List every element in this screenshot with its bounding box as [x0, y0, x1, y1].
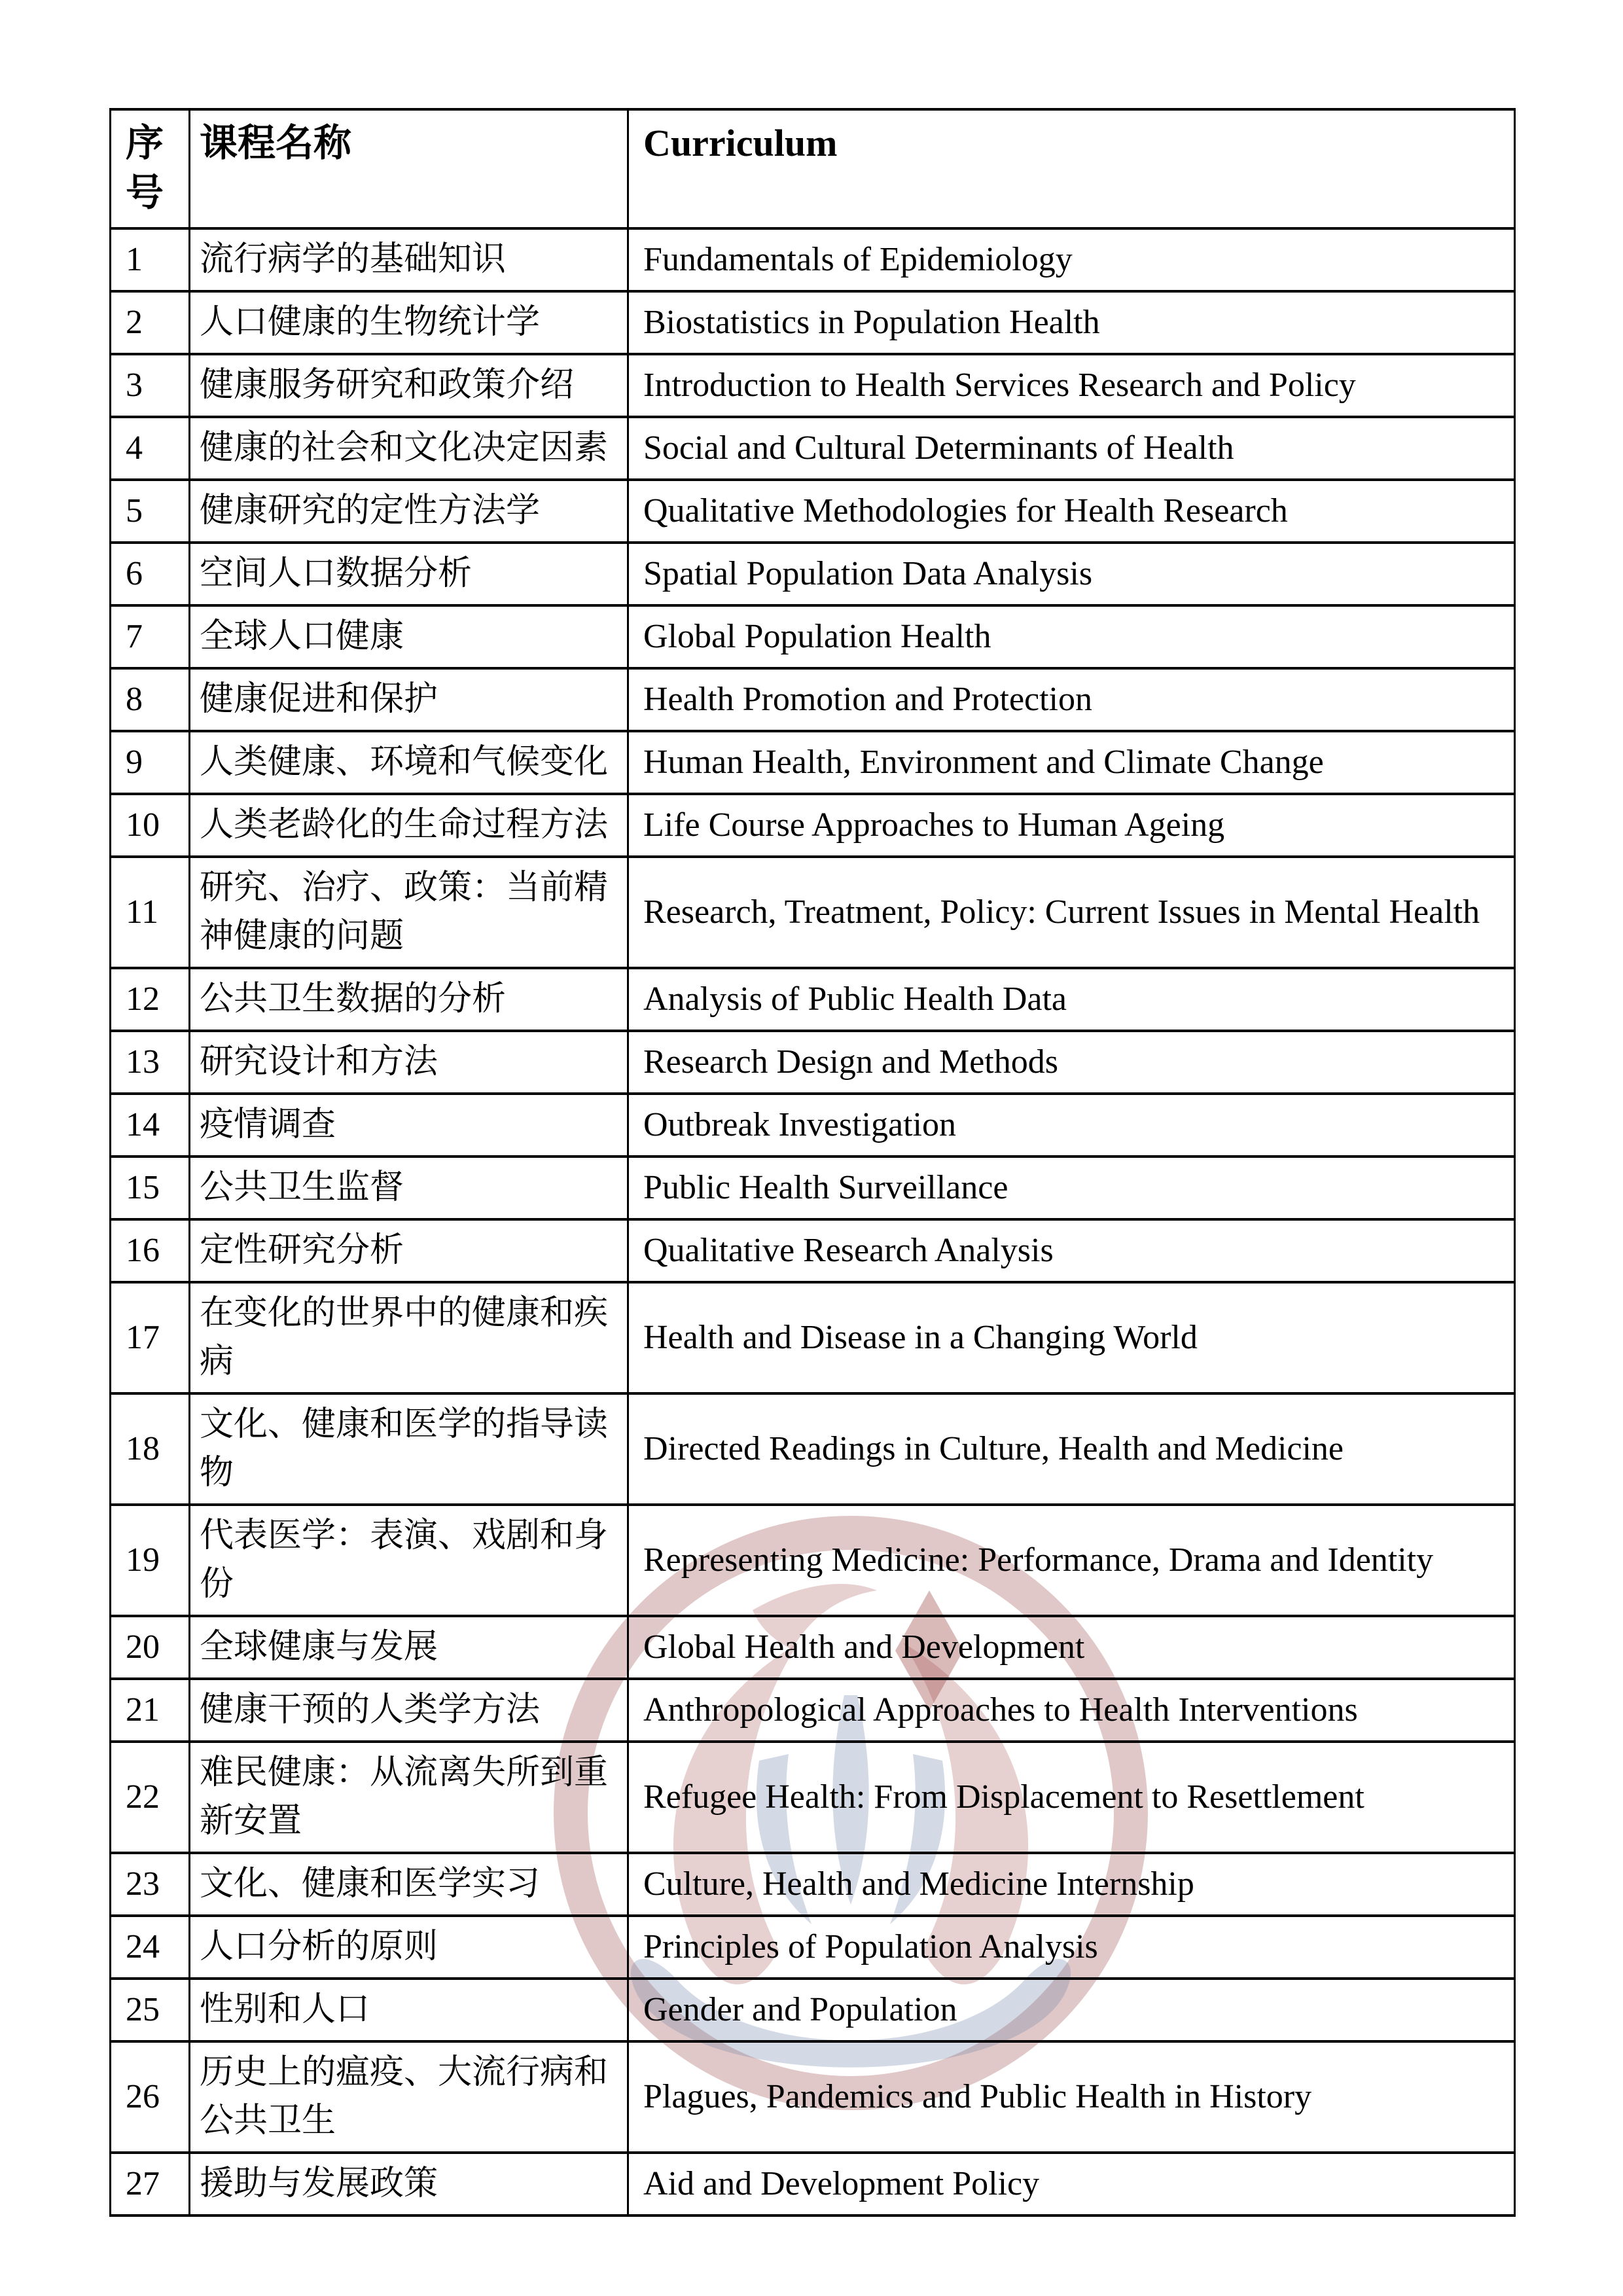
row-number-cell: 22	[111, 1742, 190, 1853]
course-name-en-cell: Culture, Health and Medicine Internship	[628, 1853, 1515, 1916]
row-number-cell: 10	[111, 794, 190, 857]
table-row	[111, 668, 1515, 731]
row-number-cell: 3	[111, 354, 190, 417]
table-row	[111, 1393, 1515, 1505]
course-name-cn-cell: 研究、治疗、政策：当前精神健康的问题	[190, 857, 628, 968]
row-number-cell: 5	[111, 480, 190, 543]
course-name-cn-cell: 空间人口数据分析	[190, 543, 628, 605]
course-name-en-cell: Social and Cultural Determinants of Health	[628, 417, 1515, 480]
row-number-cell: 14	[111, 1094, 190, 1157]
row-number-cell: 11	[111, 857, 190, 968]
course-name-en-cell: Directed Readings in Culture, Health and Medicine	[628, 1393, 1515, 1505]
table-row	[111, 857, 1515, 968]
table-row	[111, 1505, 1515, 1616]
course-name-en-cell: Refugee Health: From Displacement to Resettlement	[628, 1742, 1515, 1853]
header-row	[111, 109, 1515, 228]
course-name-en-cell: Spatial Population Data Analysis	[628, 543, 1515, 605]
course-name-cn-cell: 健康研究的定性方法学	[190, 480, 628, 543]
row-number-cell: 6	[111, 543, 190, 605]
course-name-en-cell: Introduction to Health Services Research and Policy	[628, 354, 1515, 417]
course-name-en-cell: Human Health, Environment and Climate Change	[628, 731, 1515, 794]
curriculum-table-header	[111, 109, 1515, 228]
header-cell-curriculum-en: Curriculum	[628, 109, 1515, 228]
course-name-en-cell: Health Promotion and Protection	[628, 668, 1515, 731]
table-row	[111, 731, 1515, 794]
course-name-en-cell: Outbreak Investigation	[628, 1094, 1515, 1157]
header-cell-course-name-cn: 课程名称	[190, 109, 628, 228]
course-name-cn-cell: 公共卫生监督	[190, 1157, 628, 1219]
table-row	[111, 794, 1515, 857]
course-name-en-cell: Health and Disease in a Changing World	[628, 1282, 1515, 1393]
course-name-cn-cell: 健康服务研究和政策介绍	[190, 354, 628, 417]
table-row	[111, 1853, 1515, 1916]
course-name-cn-cell: 定性研究分析	[190, 1219, 628, 1282]
course-name-cn-cell: 人类老龄化的生命过程方法	[190, 794, 628, 857]
row-number-cell: 25	[111, 1979, 190, 2041]
course-name-cn-cell: 性别和人口	[190, 1979, 628, 2041]
table-row	[111, 2041, 1515, 2153]
course-name-en-cell: Fundamentals of Epidemiology	[628, 228, 1515, 291]
curriculum-table	[109, 108, 1516, 2217]
table-row	[111, 1679, 1515, 1742]
table-row	[111, 354, 1515, 417]
table-row	[111, 1916, 1515, 1979]
course-name-cn-cell: 健康的社会和文化决定因素	[190, 417, 628, 480]
row-number-cell: 24	[111, 1916, 190, 1979]
table-row	[111, 228, 1515, 291]
course-name-cn-cell: 公共卫生数据的分析	[190, 968, 628, 1031]
course-name-cn-cell: 全球人口健康	[190, 605, 628, 668]
course-name-cn-cell: 全球健康与发展	[190, 1616, 628, 1679]
row-number-cell: 16	[111, 1219, 190, 1282]
table-row	[111, 1742, 1515, 1853]
row-number-cell: 7	[111, 605, 190, 668]
row-number-cell: 4	[111, 417, 190, 480]
row-number-cell: 26	[111, 2041, 190, 2153]
course-name-cn-cell: 流行病学的基础知识	[190, 228, 628, 291]
table-row	[111, 480, 1515, 543]
row-number-cell: 27	[111, 2153, 190, 2215]
header-cell-number: 序号	[111, 109, 190, 228]
course-name-en-cell: Global Population Health	[628, 605, 1515, 668]
row-number-cell: 21	[111, 1679, 190, 1742]
row-number-cell: 13	[111, 1031, 190, 1094]
course-name-en-cell: Biostatistics in Population Health	[628, 291, 1515, 354]
curriculum-table-body	[111, 228, 1515, 2215]
row-number-cell: 9	[111, 731, 190, 794]
course-name-en-cell: Plagues, Pandemics and Public Health in History	[628, 2041, 1515, 2153]
row-number-cell: 20	[111, 1616, 190, 1679]
row-number-cell: 8	[111, 668, 190, 731]
course-name-cn-cell: 人口分析的原则	[190, 1916, 628, 1979]
course-name-en-cell: Research Design and Methods	[628, 1031, 1515, 1094]
course-name-cn-cell: 难民健康：从流离失所到重新安置	[190, 1742, 628, 1853]
course-name-en-cell: Global Health and Development	[628, 1616, 1515, 1679]
table-row	[111, 1219, 1515, 1282]
table-row	[111, 1157, 1515, 1219]
course-name-en-cell: Research, Treatment, Policy: Current Issues in Mental Health	[628, 857, 1515, 968]
course-name-en-cell: Analysis of Public Health Data	[628, 968, 1515, 1031]
row-number-cell: 17	[111, 1282, 190, 1393]
course-name-cn-cell: 研究设计和方法	[190, 1031, 628, 1094]
row-number-cell: 19	[111, 1505, 190, 1616]
table-row	[111, 1282, 1515, 1393]
row-number-cell: 23	[111, 1853, 190, 1916]
course-name-cn-cell: 文化、健康和医学实习	[190, 1853, 628, 1916]
course-name-en-cell: Public Health Surveillance	[628, 1157, 1515, 1219]
row-number-cell: 12	[111, 968, 190, 1031]
table-row	[111, 968, 1515, 1031]
table-row	[111, 1094, 1515, 1157]
course-name-en-cell: Aid and Development Policy	[628, 2153, 1515, 2215]
course-name-en-cell: Anthropological Approaches to Health Interventions	[628, 1679, 1515, 1742]
course-name-en-cell: Life Course Approaches to Human Ageing	[628, 794, 1515, 857]
course-name-en-cell: Qualitative Methodologies for Health Research	[628, 480, 1515, 543]
row-number-cell: 18	[111, 1393, 190, 1505]
course-name-cn-cell: 健康干预的人类学方法	[190, 1679, 628, 1742]
course-name-cn-cell: 历史上的瘟疫、大流行病和公共卫生	[190, 2041, 628, 2153]
table-row	[111, 1616, 1515, 1679]
table-row	[111, 291, 1515, 354]
row-number-cell: 1	[111, 228, 190, 291]
course-name-en-cell: Principles of Population Analysis	[628, 1916, 1515, 1979]
table-row	[111, 417, 1515, 480]
table-row	[111, 1979, 1515, 2041]
course-name-cn-cell: 文化、健康和医学的指导读物	[190, 1393, 628, 1505]
course-name-cn-cell: 人口健康的生物统计学	[190, 291, 628, 354]
table-row	[111, 543, 1515, 605]
course-name-cn-cell: 人类健康、环境和气候变化	[190, 731, 628, 794]
course-name-cn-cell: 健康促进和保护	[190, 668, 628, 731]
course-name-en-cell: Qualitative Research Analysis	[628, 1219, 1515, 1282]
course-name-cn-cell: 代表医学：表演、戏剧和身份	[190, 1505, 628, 1616]
course-name-en-cell: Representing Medicine: Performance, Drama and Identity	[628, 1505, 1515, 1616]
table-row	[111, 2153, 1515, 2215]
row-number-cell: 2	[111, 291, 190, 354]
row-number-cell: 15	[111, 1157, 190, 1219]
course-name-en-cell: Gender and Population	[628, 1979, 1515, 2041]
course-name-cn-cell: 援助与发展政策	[190, 2153, 628, 2215]
course-name-cn-cell: 疫情调查	[190, 1094, 628, 1157]
course-name-cn-cell: 在变化的世界中的健康和疾病	[190, 1282, 628, 1393]
table-row	[111, 605, 1515, 668]
table-row	[111, 1031, 1515, 1094]
